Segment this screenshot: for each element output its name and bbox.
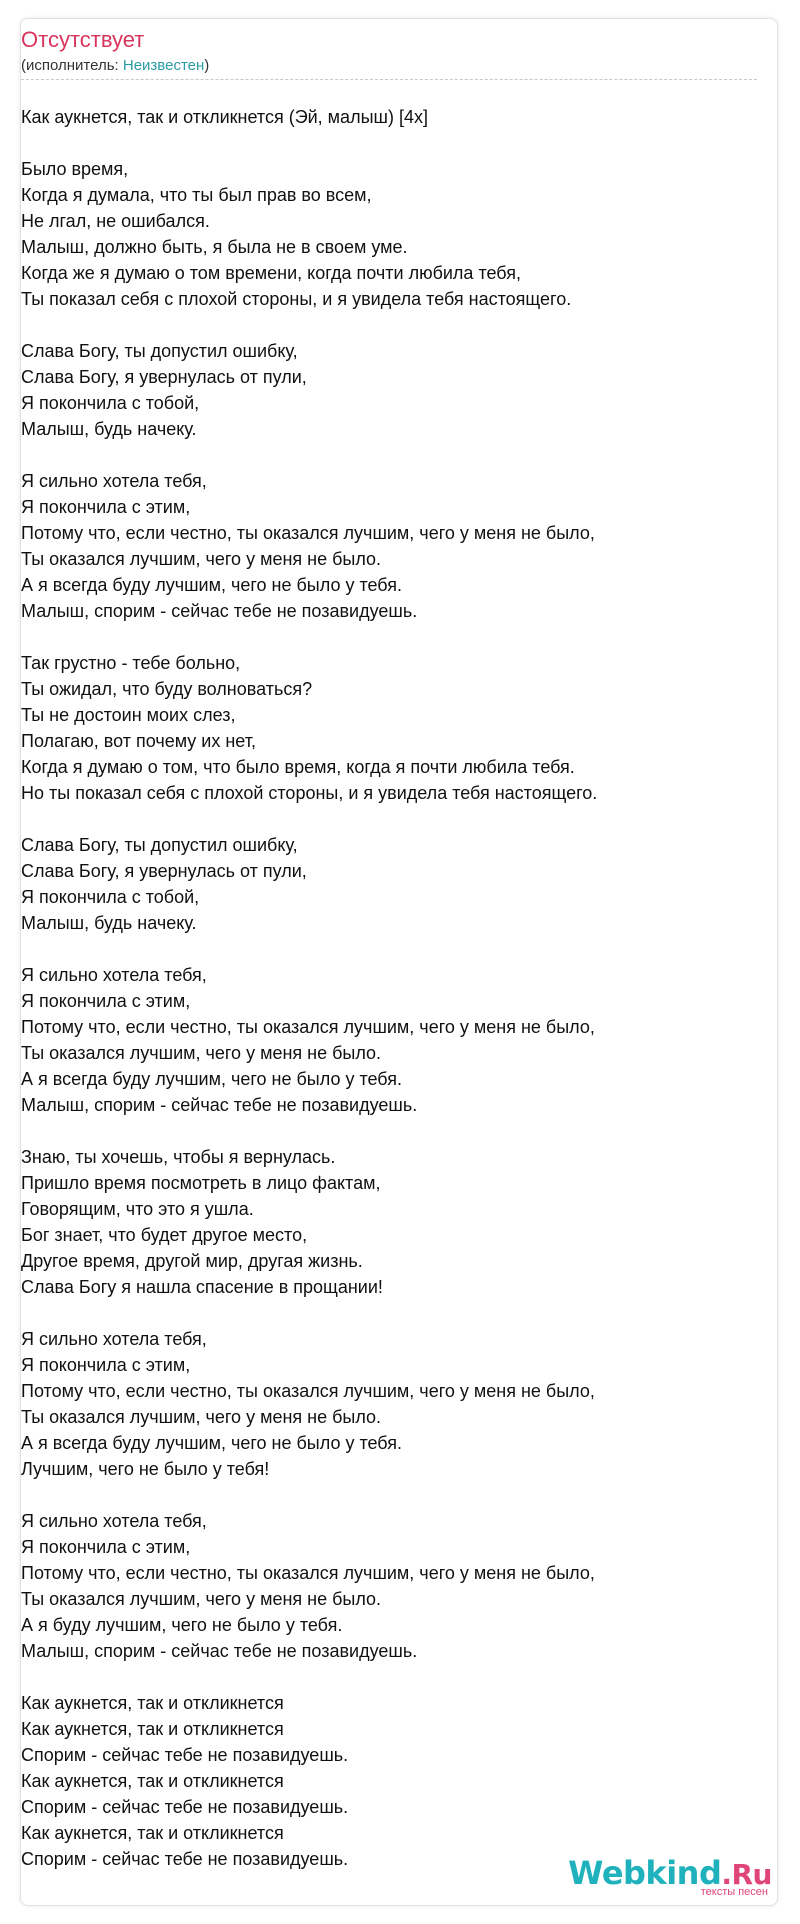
lyric-line: Ты оказался лучшим, чего у меня не было. <box>21 1407 382 1427</box>
lyric-line: Малыш, будь начеку. <box>21 913 197 933</box>
lyric-line: Малыш, спорим - сейчас тебе не позавидуешь. <box>21 1641 418 1661</box>
brand-name: Webkind <box>568 1854 722 1892</box>
stanza-gap <box>21 936 761 962</box>
lyric-line: Я покончила с этим, <box>21 991 191 1011</box>
lyrics-body <box>21 104 761 1872</box>
lyric-line: Когда же я думаю о том времени, когда почти любила тебя, <box>21 263 521 283</box>
lyric-line: Я покончила с тобой, <box>21 393 200 413</box>
lyric-line: Ты ожидал, что буду волноваться? <box>21 679 313 699</box>
lyric-line: Малыш, спорим - сейчас тебе не позавидуешь. <box>21 1095 418 1115</box>
lyric-line: Потому что, если честно, ты оказался лучшим, чего у меня не было, <box>21 1563 595 1583</box>
lyric-line: Говорящим, что это я ушла. <box>21 1199 254 1219</box>
lyric-line: Когда я думала, что ты был прав во всем, <box>21 185 372 205</box>
lyric-line: Спорим - сейчас тебе не позавидуешь. <box>21 1849 349 1869</box>
lyric-line: Малыш, будь начеку. <box>21 419 197 439</box>
lyric-line: Слава Богу я нашла спасение в прощании! <box>21 1277 383 1297</box>
lyric-line: Ты оказался лучшим, чего у меня не было. <box>21 1043 382 1063</box>
lyric-line: Потому что, если честно, ты оказался лучшим, чего у меня не было, <box>21 523 595 543</box>
stanza-gap <box>21 806 761 832</box>
lyric-line: Я покончила с этим, <box>21 1537 191 1557</box>
lyric-line: А я всегда буду лучшим, чего не было у тебя. <box>21 1069 402 1089</box>
lyric-line: А я буду лучшим, чего не было у тебя. <box>21 1615 343 1635</box>
lyric-line: Малыш, спорим - сейчас тебе не позавидуешь. <box>21 601 418 621</box>
lyric-line: Ты оказался лучшим, чего у меня не было. <box>21 1589 382 1609</box>
lyric-line: Я сильно хотела тебя, <box>21 471 207 491</box>
stanza-gap <box>21 1482 761 1508</box>
lyric-line: Как аукнется, так и откликнется <box>21 1719 284 1739</box>
lyric-line: Как аукнется, так и откликнется <box>21 1823 284 1843</box>
lyric-line: Знаю, ты хочешь, чтобы я вернулась. <box>21 1147 336 1167</box>
lyric-line: Лучшим, чего не было у тебя! <box>21 1459 270 1479</box>
lyric-line: Спорим - сейчас тебе не позавидуешь. <box>21 1745 349 1765</box>
artist-prefix: (исполнитель: <box>21 57 123 74</box>
lyric-line: Малыш, должно быть, я была не в своем уме. <box>21 237 408 257</box>
lyric-line: Как аукнется, так и откликнется (Эй, малыш) [4x] <box>21 107 428 127</box>
lyric-line: Ты оказался лучшим, чего у меня не было. <box>21 549 382 569</box>
lyric-line: Как аукнется, так и откликнется <box>21 1693 284 1713</box>
lyric-line: Так грустно - тебе больно, <box>21 653 241 673</box>
lyric-line: Спорим - сейчас тебе не позавидуешь. <box>21 1797 349 1817</box>
dashed-divider <box>21 79 757 80</box>
lyric-line: Слава Богу, я увернулась от пули, <box>21 367 307 387</box>
stanza-gap <box>21 1118 761 1144</box>
artist-link[interactable]: Неизвестен <box>122 57 205 74</box>
lyric-line: Как аукнется, так и откликнется <box>21 1771 284 1791</box>
stanza-gap <box>21 130 761 156</box>
lyric-line: Слава Богу, я увернулась от пули, <box>21 861 307 881</box>
lyric-line: Было время, <box>21 159 129 179</box>
lyric-line: Я покончила с тобой, <box>21 887 200 907</box>
lyric-line: Полагаю, вот почему их нет, <box>21 731 256 751</box>
lyric-line: Я сильно хотела тебя, <box>21 965 207 985</box>
lyric-line: Слава Богу, ты допустил ошибку, <box>21 341 298 361</box>
lyric-line: Другое время, другой мир, другая жизнь. <box>21 1251 363 1271</box>
artist-line <box>21 55 209 77</box>
stanza-gap <box>21 1664 761 1690</box>
lyric-line: Ты показал себя с плохой стороны, и я увидела тебя настоящего. <box>21 289 572 309</box>
lyric-line: Не лгал, не ошибался. <box>21 211 210 231</box>
stanza-gap <box>21 624 761 650</box>
song-title: Отсутствует <box>21 27 145 52</box>
lyric-line: Слава Богу, ты допустил ошибку, <box>21 835 298 855</box>
lyric-line: А я всегда буду лучшим, чего не было у тебя. <box>21 1433 402 1453</box>
stanza-gap <box>21 312 761 338</box>
lyric-line: Бог знает, что будет другое место, <box>21 1225 308 1245</box>
site-brand[interactable] <box>568 1854 772 1898</box>
lyric-line: Ты не достоин моих слез, <box>21 705 236 725</box>
lyric-line: Пришло время посмотреть в лицо фактам, <box>21 1173 381 1193</box>
stanza-gap <box>21 442 761 468</box>
artist-suffix: ) <box>204 57 210 74</box>
lyric-line: А я всегда буду лучшим, чего не было у тебя. <box>21 575 402 595</box>
lyric-line: Я покончила с этим, <box>21 497 191 517</box>
brand-domain: .Ru <box>721 1858 772 1891</box>
stanza-gap <box>21 1300 761 1326</box>
lyric-line: Когда я думаю о том, что было время, когда я почти любила тебя. <box>21 757 575 777</box>
lyric-line: Я сильно хотела тебя, <box>21 1329 207 1349</box>
lyric-line: Я покончила с этим, <box>21 1355 191 1375</box>
lyric-line: Я сильно хотела тебя, <box>21 1511 207 1531</box>
lyric-line: Но ты показал себя с плохой стороны, и я увидела тебя настоящего. <box>21 783 598 803</box>
brand-tagline: тексты песен <box>700 1886 768 1898</box>
lyric-line: Потому что, если честно, ты оказался лучшим, чего у меня не было, <box>21 1017 595 1037</box>
lyric-line: Потому что, если честно, ты оказался лучшим, чего у меня не было, <box>21 1381 595 1401</box>
